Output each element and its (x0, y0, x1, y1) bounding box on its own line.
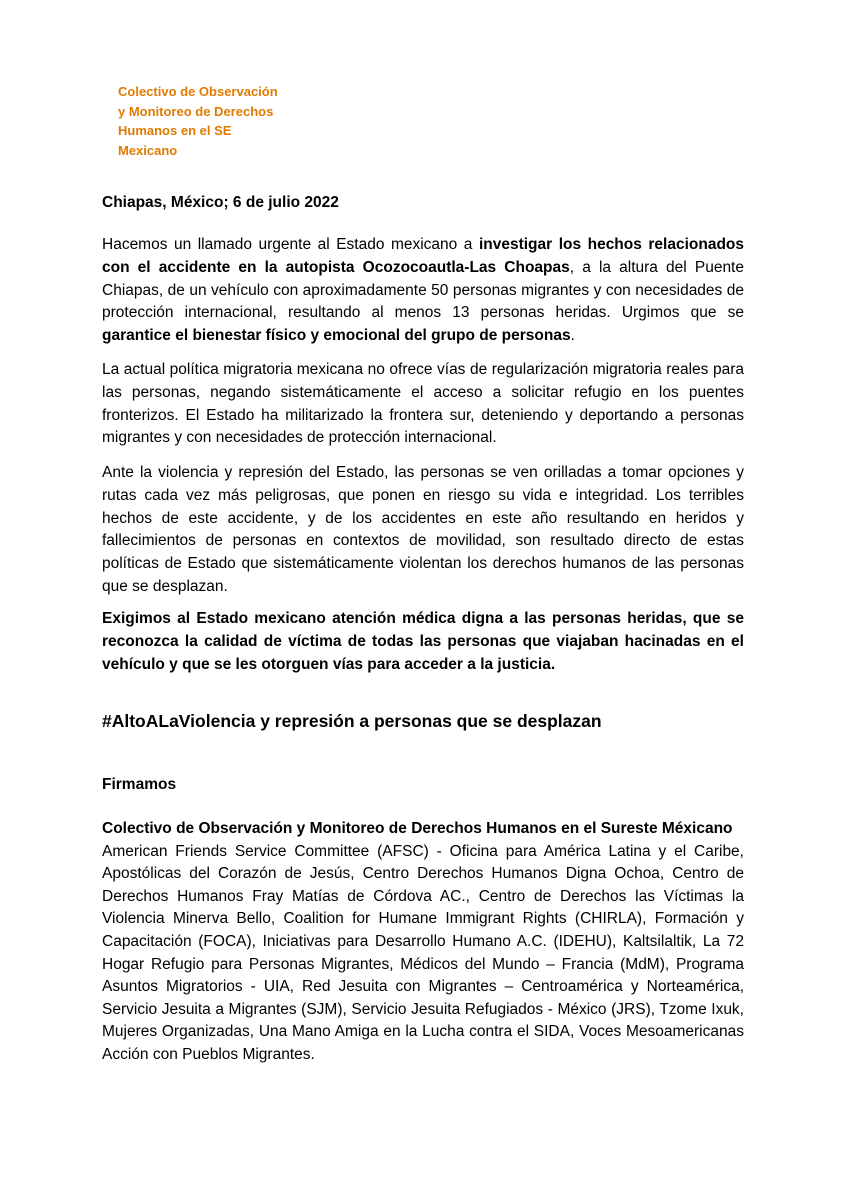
p1-bold-2: garantice el bienestar físico y emocional del grupo de personas (102, 327, 571, 345)
signers-lead-organization: Colectivo de Observación y Monitoreo de Derechos Humanos en el Sureste Méxicano (102, 820, 733, 837)
p1-text-2: , a la altura del Puente Chiapas, de un vehículo con aproximadamente 50 personas migrantes y con necesidades de protección internacional, resultando al menos 13 personas heridas. Urgimos que se (102, 258, 744, 322)
signers-organizations: American Friends Service Committee (AFSC) - Oficina para América Latina y el Caribe, Apostólicas del Corazón de Jesús, Centro Derechos Humanos Digna Ochoa, Centro de Derechos Humanos Fray Matías de Córdova AC., Centro de Derechos las Víctimas la Violencia Minerva Bello, Coalition for Humane Immigrant Rights (CHIRLA), Formación y Capacitación (FOCA), Iniciativas para Desarrollo Humano A.C. (IDEHU), Kaltsilaltik, La 72 Hogar Refugio para Personas Migrantes, Médicos del Mundo – Francia (MdM), Programa Asuntos Migratorios - UIA, Red Jesuita con Migrantes – Centroamérica y Norteamérica, Servicio Jesuita a Migrantes (SJM), Servicio Jesuita Refugiados - México (JRS), Tzome Ixuk, Mujeres Organizadas, Una Mano Amiga en la Lucha contra el SIDA, Voces Mesoamericanas Acción con Pueblos Migrantes. (102, 842, 744, 1063)
organization-header (118, 82, 418, 160)
signatures-heading: Firmamos (102, 776, 177, 793)
signers-list (102, 818, 744, 1067)
hashtag-heading: #AltoALaViolencia y represión a personas que se desplazan (102, 711, 602, 731)
paragraph-demands: Exigimos al Estado mexicano atención médica digna a las personas heridas, que se reconozca la calidad de víctima de todas las personas que viajaban hacinadas en el vehículo y que se les otorguen vías para acceder a la justicia. (102, 610, 744, 673)
p1-bold-1: investigar los hechos relacionados con el accidente en la autopista Ocozocoautla-Las Choapas (102, 236, 744, 276)
p1-text-3: . (570, 327, 575, 345)
p1-text-1: Hacemos un llamado urgente al Estado mexicano a (102, 236, 479, 253)
dateline: Chiapas, México; 6 de julio 2022 (102, 194, 339, 211)
org-header-line: y Monitoreo de Derechos (118, 103, 274, 119)
org-header-line: Mexicano (118, 142, 178, 158)
paragraph-violence: Ante la violencia y represión del Estado, las personas se ven orilladas a tomar opciones y rutas cada vez más peligrosas, que ponen en riesgo su vida e integridad. Los terribles hechos de este accidente, y de los accidentes en este año resultando en heridos y fallecimientos de personas en contextos de movilidad, son resultado directo de estas políticas de Estado que sistemáticamente violentan los derechos humanos de las personas que se desplazan. (102, 464, 744, 595)
paragraph-migration-policy: La actual política migratoria mexicana no ofrece vías de regularización migratoria reales para las personas, negando sistemáticamente el acceso a solicitar refugio en los puentes fronterizos. El Estado ha militarizado la frontera sur, deteniendo y deportando a personas migrantes y con necesidades de protección internacional. (102, 361, 744, 447)
paragraph-call-to-investigate (102, 234, 744, 348)
org-header-line: Colectivo de Observación (118, 84, 278, 99)
org-header-line: Humanos en el SE (118, 123, 232, 138)
